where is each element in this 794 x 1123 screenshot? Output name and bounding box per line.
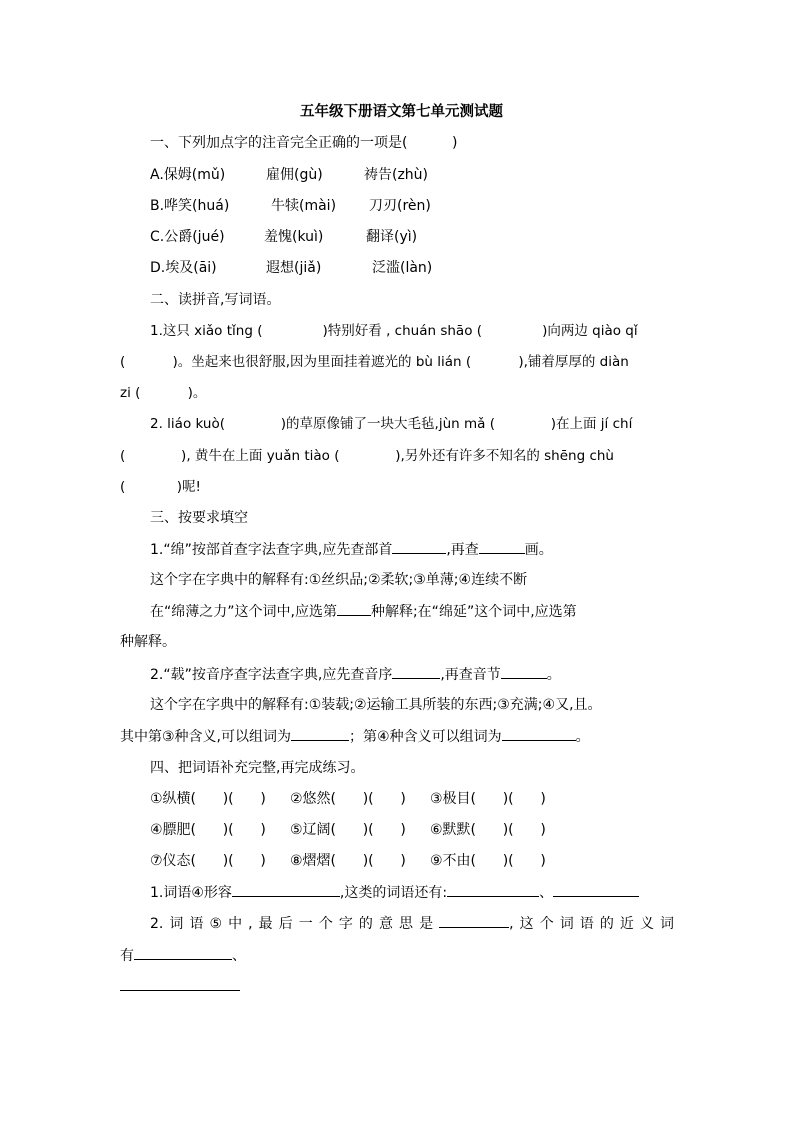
idiom-1: ①纵横( )( ) <box>150 791 266 807</box>
idiom-9: ⑨不由( )( ) <box>430 853 546 869</box>
option-b-word-2: 牛犊(mài) <box>271 198 337 214</box>
option-d-word-2: 遐想(jiǎ) <box>266 260 322 276</box>
idiom-8: ⑧熠熠( )( ) <box>290 853 406 869</box>
blank-word-3[interactable] <box>291 726 349 741</box>
blank-meaning-1[interactable] <box>337 601 371 616</box>
q2-para2-line3: ( )呢! <box>120 479 201 495</box>
q4-sub-2-blank-line <box>120 976 240 997</box>
q4-sub-2-text-b: ,这个词语的近义词 <box>509 916 675 932</box>
option-d: D.埃及(āi) <box>150 260 217 276</box>
q4-sub-2-cont-text-b: 、 <box>232 948 246 964</box>
q3-line-1-text-a: 1.“绵”按部首查字法查字典,应先查部首 <box>150 542 393 558</box>
blank-initial[interactable] <box>392 664 440 679</box>
question-4-heading: 四、把词语补充完整,再完成练习。 <box>150 760 365 776</box>
blank-char-meaning[interactable] <box>439 913 509 928</box>
q3-line-1-text-b: ,再查 <box>446 542 479 558</box>
page-title: 五年级下册语文第七单元测试题 <box>300 104 503 120</box>
option-d-word-3: 泛滥(làn) <box>372 260 433 276</box>
q3-line-5-text-c: 。 <box>546 667 561 683</box>
q3-line-7-text-c: 。 <box>575 729 590 745</box>
q3-line-1 <box>150 539 553 560</box>
idiom-7: ⑦仪态( )( ) <box>150 853 266 869</box>
blank-synonym-1[interactable] <box>134 945 232 960</box>
question-2-heading: 二、读拼音,写词语。 <box>150 292 281 308</box>
q4-sub-2-text-a: 2.词语⑤中,最后一个字的意思是 <box>150 916 440 932</box>
q3-line-5-text-a: 2.“载”按音序查字法查字典,应先查音序 <box>150 667 393 683</box>
q3-line-7 <box>120 726 590 747</box>
option-c-word-3: 翻译(yì) <box>366 229 418 245</box>
blank-similar-1[interactable] <box>447 882 539 897</box>
q4-sub-1-text-b: ,这类的词语还有: <box>339 885 448 901</box>
idiom-4: ④膘肥( )( ) <box>150 822 266 838</box>
option-b-word-3: 刀刃(rèn) <box>369 198 431 214</box>
option-a: A.保姆(mǔ) <box>150 167 226 183</box>
blank-strokes[interactable] <box>479 539 525 554</box>
option-c: C.公爵(jué) <box>150 229 225 245</box>
blank-similar-2[interactable] <box>553 882 639 897</box>
q3-line-6: 这个字在字典中的解释有:①装载;②运输工具所装的东西;③充满;④又,且。 <box>150 697 602 713</box>
q3-line-7-text-a: 其中第③种含义,可以组词为 <box>120 729 292 745</box>
q2-para1-line1: 1.这只 xiǎo tǐng ( )特别好看 , chuán shāo ( )向两边 qiào qǐ <box>150 323 638 339</box>
blank-describe[interactable] <box>232 882 340 897</box>
q3-line-5-text-b: ,再查音节 <box>440 667 501 683</box>
q3-line-1-text-c: 画。 <box>524 542 553 558</box>
idiom-3: ③极目( )( ) <box>430 791 546 807</box>
q4-sub-2 <box>150 913 674 934</box>
blank-radical[interactable] <box>392 539 446 554</box>
q3-line-3-text-a: 在“绵薄之力”这个词中,应选第 <box>150 604 337 620</box>
question-1-heading: 一、下列加点字的注音完全正确的一项是( ) <box>150 135 458 151</box>
q3-line-7-text-b: ；第④种含义可以组词为 <box>349 729 502 745</box>
blank-synonym-2[interactable] <box>120 976 240 991</box>
idiom-5: ⑤辽阔( )( ) <box>290 822 406 838</box>
option-a-word-3: 祷告(zhù) <box>364 167 429 183</box>
blank-word-4[interactable] <box>502 726 576 741</box>
q2-para2-line2: ( ), 黄牛在上面 yuǎn tiào ( ),另外还有许多不知名的 shēng chù <box>120 448 614 464</box>
q3-line-4: 种解释。 <box>120 634 176 650</box>
idiom-6: ⑥默默( )( ) <box>430 822 546 838</box>
q3-line-5 <box>150 664 561 685</box>
q4-sub-1-text-c: 、 <box>539 885 554 901</box>
q2-para1-line3: zi ( )。 <box>120 385 207 401</box>
q4-sub-1-text-a: 1.词语④形容 <box>150 885 232 901</box>
q2-para2-line1: 2. liáo kuò( )的草原像铺了一块大毛毡,jùn mǎ ( )在上面 jí chí <box>150 416 633 432</box>
option-b: B.哗笑(huá) <box>150 198 230 214</box>
question-3-heading: 三、按要求填空 <box>150 510 248 526</box>
q4-sub-2-cont <box>120 945 246 966</box>
q2-para1-line2: ( )。坐起来也很舒服,因为里面挂着遮光的 bù lián ( ),铺着厚厚的 diàn <box>120 354 629 370</box>
option-a-word-2: 雇佣(gù) <box>266 167 323 183</box>
q4-sub-1 <box>150 882 639 903</box>
q4-sub-2-cont-text-a: 有 <box>120 948 134 964</box>
option-c-word-2: 羞愧(kuì) <box>264 229 324 245</box>
blank-syllable[interactable] <box>501 664 547 679</box>
q3-line-3 <box>150 601 577 622</box>
q3-line-2: 这个字在字典中的解释有:①丝织品;②柔软;③单薄;④连续不断 <box>150 572 528 588</box>
q3-line-3-text-b: 种解释;在“绵延”这个词中,应选第 <box>370 604 577 620</box>
idiom-2: ②悠然( )( ) <box>290 791 406 807</box>
